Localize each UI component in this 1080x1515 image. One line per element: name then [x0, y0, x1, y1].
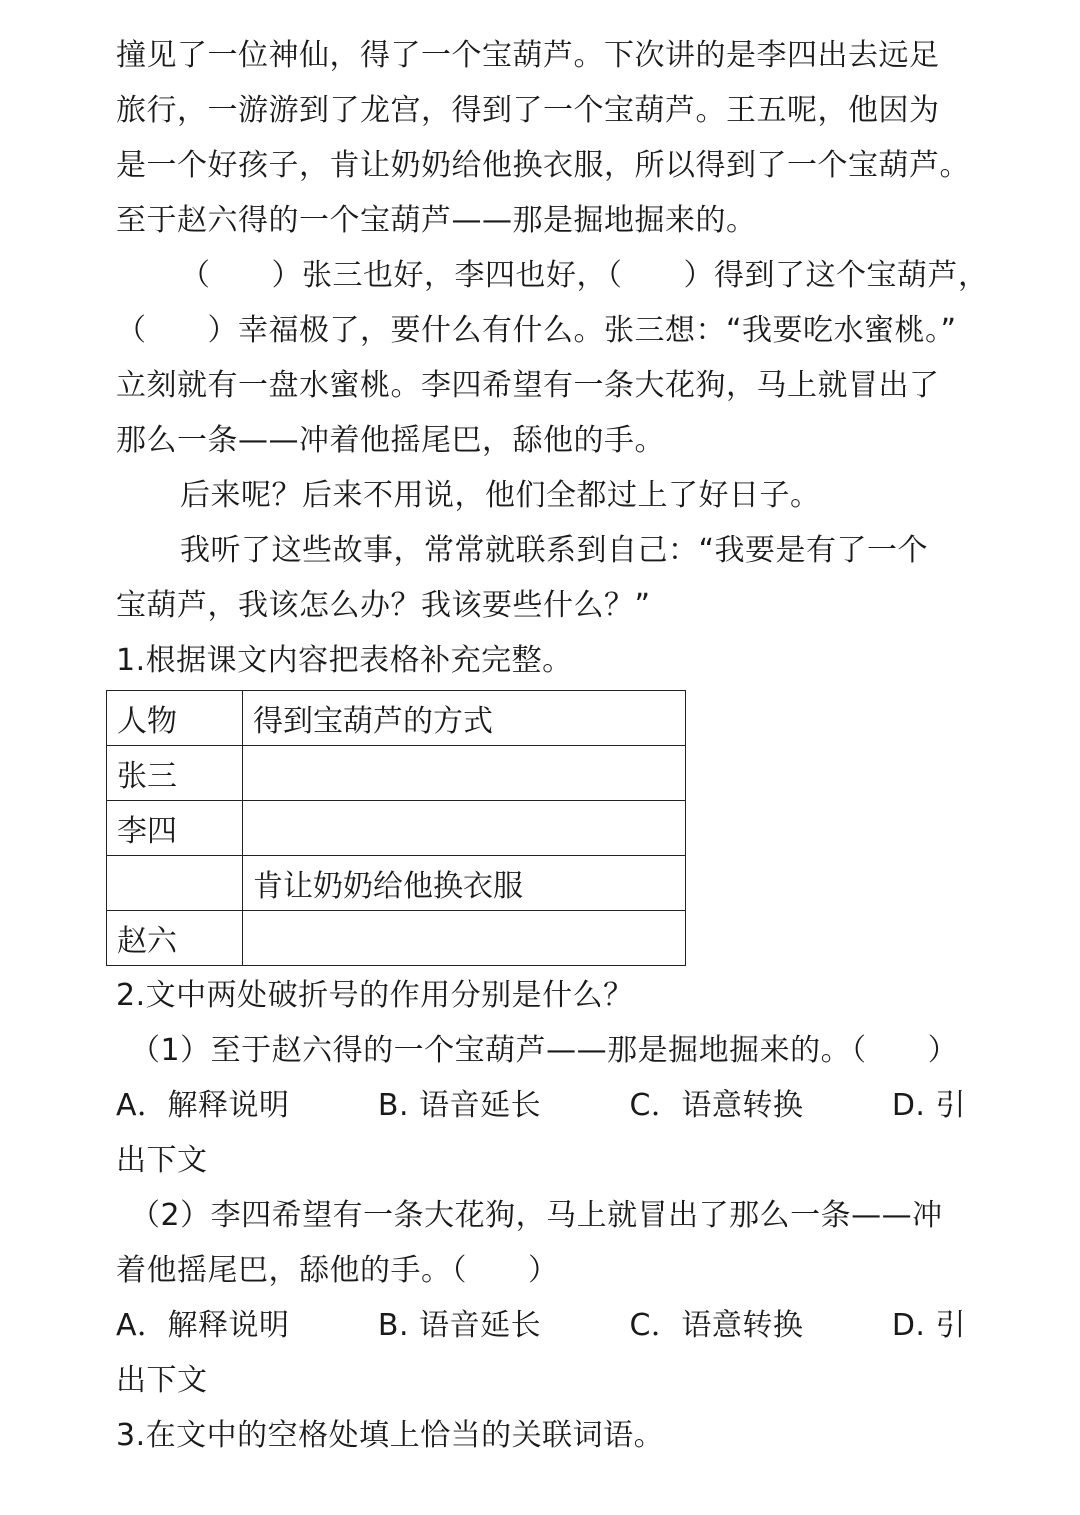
table-cell-person: 张三: [107, 746, 243, 801]
table-row: [107, 746, 686, 801]
passage-line: 撞见了一位神仙，得了一个宝葫芦。下次讲的是李四出去远足: [116, 38, 940, 73]
table-row: [107, 801, 686, 856]
passage: [116, 28, 989, 633]
option-c[interactable]: C．语意转换: [629, 1308, 804, 1343]
table-header-cell: 人物: [107, 691, 243, 746]
passage-line: 那么一条——冲着他摇尾巴，舔他的手。: [116, 423, 665, 458]
options-row: [116, 1298, 966, 1353]
table-cell-method[interactable]: [243, 911, 686, 966]
option-a[interactable]: A．解释说明: [116, 1088, 290, 1123]
passage-line: 后来呢？后来不用说，他们全都过上了好日子。: [180, 478, 821, 513]
table-header-cell: 得到宝葫芦的方式: [243, 691, 686, 746]
table-cell-method[interactable]: [243, 746, 686, 801]
option-d-wrap: 出下文: [116, 1143, 208, 1178]
question-1-prompt: 1.根据课文内容把表格补充完整。: [116, 643, 573, 678]
question-1: [116, 633, 966, 966]
passage-line: 旅行，一游游到了龙宫，得到了一个宝葫芦。王五呢，他因为: [116, 93, 940, 128]
options-row: [116, 1078, 966, 1133]
question-3-prompt: 3.在文中的空格处填上恰当的关联词语。: [116, 1418, 665, 1453]
table-cell-person[interactable]: [107, 856, 243, 911]
option-a[interactable]: A．解释说明: [116, 1308, 290, 1343]
table-header-row: [107, 691, 686, 746]
passage-line: （ ）幸福极了，要什么有什么。张三想：“我要吃水蜜桃。”: [116, 313, 957, 348]
option-d[interactable]: D. 引: [891, 1308, 966, 1343]
option-d[interactable]: D. 引: [891, 1088, 966, 1123]
option-c[interactable]: C．语意转换: [629, 1088, 804, 1123]
passage-line: 是一个好孩子，肯让奶奶给他换衣服，所以得到了一个宝葫芦。: [116, 148, 970, 183]
table-row: [107, 911, 686, 966]
table-cell-method[interactable]: [243, 801, 686, 856]
question-2: [116, 968, 966, 1408]
sub-question-1: （1）至于赵六得的一个宝葫芦——那是掘地掘来的。（ ）: [130, 1033, 959, 1068]
passage-line: 立刻就有一盘水蜜桃。李四希望有一条大花狗，马上就冒出了: [116, 368, 940, 403]
option-d-wrap: 出下文: [116, 1363, 208, 1398]
question-3: [116, 1408, 966, 1463]
passage-line: （ ）张三也好，李四也好，（ ）得到了这个宝葫芦，: [180, 258, 989, 293]
table-row: [107, 856, 686, 911]
passage-line: 至于赵六得的一个宝葫芦——那是掘地掘来的。: [116, 203, 757, 238]
passage-line: 宝葫芦，我该怎么办？我该要些什么？”: [116, 588, 651, 623]
table-cell-person: 李四: [107, 801, 243, 856]
table-cell-method: 肯让奶奶给他换衣服: [243, 856, 686, 911]
answer-table: [106, 690, 686, 966]
question-2-prompt: 2.文中两处破折号的作用分别是什么？: [116, 978, 634, 1013]
option-b[interactable]: B. 语音延长: [377, 1308, 542, 1343]
sub-question-2-cont: 着他摇尾巴，舔他的手。（ ）: [116, 1253, 559, 1288]
table-cell-person: 赵六: [107, 911, 243, 966]
passage-line: 我听了这些故事，常常就联系到自己：“我要是有了一个: [180, 533, 929, 568]
worksheet-page: [116, 28, 989, 1463]
option-b[interactable]: B. 语音延长: [377, 1088, 542, 1123]
sub-question-2: （2）李四希望有一条大花狗，马上就冒出了那么一条——冲: [130, 1198, 943, 1233]
answer-table-wrap: [106, 690, 966, 966]
